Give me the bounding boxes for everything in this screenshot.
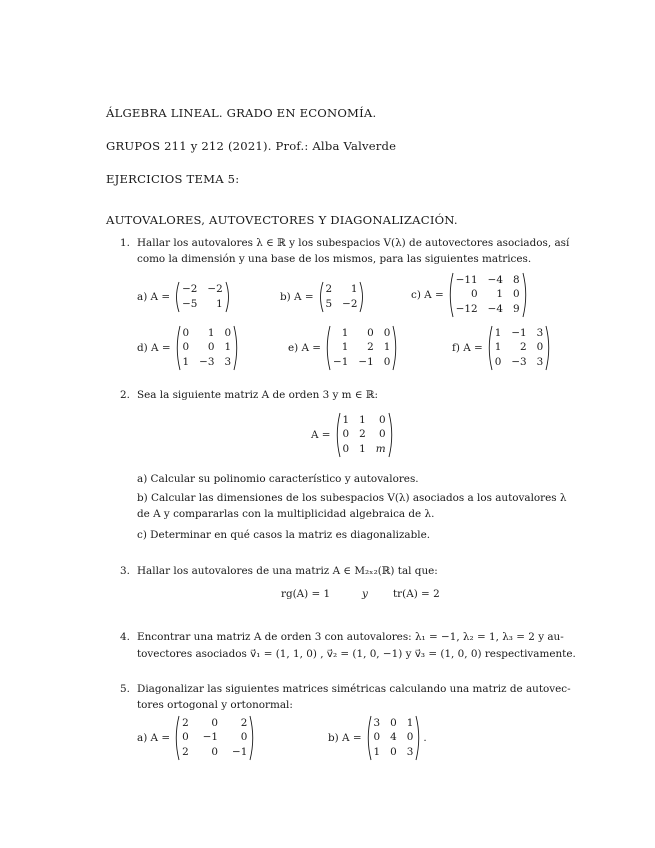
left-paren xyxy=(174,325,181,371)
cell: 0 xyxy=(494,355,502,368)
matrix-2-cells xyxy=(343,414,386,457)
left-paren xyxy=(173,281,180,313)
right-paren xyxy=(233,325,240,371)
cell: 1 xyxy=(207,326,215,339)
cell: −5 xyxy=(182,297,198,310)
matrix-label: A = xyxy=(311,429,331,441)
matrix-1f xyxy=(452,325,552,371)
cell: 0 xyxy=(379,413,386,426)
right-paren xyxy=(392,325,399,371)
course-groups: GRUPOS 211 y 212 (2021). Prof.: Alba Valverde xyxy=(106,139,397,153)
cell: 0 xyxy=(471,288,478,301)
cell: 1 xyxy=(494,326,502,339)
matrix-5a xyxy=(137,715,256,761)
cell: −1 xyxy=(511,326,527,339)
cell: −12 xyxy=(455,302,478,315)
cell: 0 xyxy=(512,288,520,301)
cell: −4 xyxy=(487,302,503,315)
cell: 0 xyxy=(182,731,189,744)
cell: 0 xyxy=(383,326,391,339)
cell: 1 xyxy=(342,413,350,426)
cell: 0 xyxy=(367,326,374,339)
cell: 0 xyxy=(383,355,391,368)
section-title: AUTOVALORES, AUTOVECTORES Y DIAGONALIZACIÓN. xyxy=(106,213,458,227)
matrix-label: f) A = xyxy=(452,342,483,354)
right-paren xyxy=(522,272,529,318)
matrix-label: b) A = xyxy=(328,732,362,744)
cell: 0 xyxy=(207,341,215,354)
matrix-1e-cells xyxy=(333,327,390,370)
cell: 0 xyxy=(379,428,386,441)
cell: 3 xyxy=(406,745,414,758)
exercise-3-number: 3. xyxy=(120,565,130,577)
matrix-label: a) A = xyxy=(137,732,171,744)
exercise-1-number: 1. xyxy=(120,237,130,249)
matrix-1e xyxy=(288,325,399,371)
cell: −2 xyxy=(207,283,223,295)
cell: 0 xyxy=(240,731,248,744)
matrix-1c-cells xyxy=(456,274,520,317)
cell: 1 xyxy=(224,341,232,354)
cell: 5 xyxy=(325,297,333,310)
left-paren xyxy=(173,715,180,761)
condition-rank: rg(A) = 1 xyxy=(281,588,331,600)
matrix-1c xyxy=(411,272,529,318)
cell: 1 xyxy=(341,341,349,354)
cell: 2 xyxy=(240,716,248,729)
cell: 0 xyxy=(211,716,219,729)
cell: −11 xyxy=(455,273,478,286)
matrix-1b xyxy=(280,281,366,313)
exercise-4-text-line2: tovectores asociados v⃗₁ = (1, 1, 0) , v⃗₂ = (1, 0, −1) y v⃗₃ = (1, 0, 0) respectivamente. xyxy=(137,648,576,660)
cell: 2 xyxy=(520,341,527,354)
matrix-label: b) A = xyxy=(280,291,314,303)
cell: 3 xyxy=(536,326,544,339)
matrix-label: e) A = xyxy=(288,342,322,354)
cell: 0 xyxy=(342,442,350,455)
exercise-5-text-line1: Diagonalizar las siguientes matrices simétricas calculando una matriz de autovec- xyxy=(137,683,571,695)
cell: 0 xyxy=(224,326,232,339)
left-paren xyxy=(317,281,324,313)
cell: −1 xyxy=(202,731,219,744)
cell: 0 xyxy=(373,731,381,744)
cell: −4 xyxy=(487,273,503,286)
matrix-1f-cells xyxy=(495,327,544,370)
cell: 4 xyxy=(390,731,397,744)
cell: 1 xyxy=(383,341,391,354)
exercise-2a: a) Calcular su polinomio característico y autovalores. xyxy=(137,473,419,485)
cell: 0 xyxy=(406,731,414,744)
cell: −3 xyxy=(199,355,215,368)
cell: −2 xyxy=(182,283,198,295)
matrix-label: a) A = xyxy=(137,291,171,303)
exercise-2-text: Sea la siguiente matriz A de orden 3 y m ∈ ℝ: xyxy=(137,389,378,401)
matrix-5b xyxy=(328,715,427,761)
exercise-2-number: 2. xyxy=(120,389,130,401)
exercise-1-text-line1: Hallar los autovalores λ ∈ ℝ y los subespacios V(λ) de autovectores asociados, así xyxy=(137,237,570,249)
cell: 0 xyxy=(342,428,350,441)
cell: 1 xyxy=(359,413,366,426)
cell: 1 xyxy=(494,341,502,354)
cell: 2 xyxy=(359,428,366,441)
cell: 0 xyxy=(211,745,219,758)
left-paren xyxy=(447,272,454,318)
left-paren xyxy=(334,412,341,458)
left-paren xyxy=(486,325,493,371)
matrix-1a xyxy=(137,281,232,313)
matrix-5a-cells xyxy=(182,717,247,760)
matrix-2 xyxy=(311,412,395,458)
exercise-2b-line1: b) Calcular las dimensiones de los subespacios V(λ) asociados a los autovalores λ xyxy=(137,492,567,504)
right-paren xyxy=(388,412,395,458)
condition-and: y xyxy=(362,588,368,600)
cell: 0 xyxy=(390,716,397,729)
cell: −1 xyxy=(232,745,248,758)
right-paren xyxy=(225,281,232,313)
cell: 8 xyxy=(512,273,520,286)
right-paren xyxy=(415,715,422,761)
matrix-1d-cells xyxy=(183,327,232,370)
left-paren xyxy=(365,715,372,761)
exercise-2c: c) Determinar en qué casos la matriz es diagonalizable. xyxy=(137,529,431,541)
cell: 1 xyxy=(496,288,503,301)
cell: 2 xyxy=(367,341,374,354)
course-title: ÁLGEBRA LINEAL. GRADO EN ECONOMÍA. xyxy=(106,106,377,120)
exercise-5-number: 5. xyxy=(120,683,130,695)
right-paren xyxy=(249,715,256,761)
cell: 2 xyxy=(325,283,333,295)
exercise-3-text: Hallar los autovalores de una matriz A ∈ M₂ₓ₂(ℝ) tal que: xyxy=(137,565,438,577)
matrix-1d xyxy=(137,325,240,371)
right-paren xyxy=(359,281,366,313)
right-paren xyxy=(545,325,552,371)
exercise-2b-line2: de A y compararlas con la multiplicidad algebraica de λ. xyxy=(137,508,435,520)
exercise-1-text-line2: como la dimensión y una base de los mismos, para las siguientes matrices. xyxy=(137,253,532,265)
matrix-1a-cells xyxy=(182,283,223,311)
matrix-5b-cells xyxy=(374,717,414,760)
exercise-set-title: EJERCICIOS TEMA 5: xyxy=(106,172,240,186)
exercise-4-number: 4. xyxy=(120,631,130,643)
cell: 3 xyxy=(536,355,544,368)
cell: 0 xyxy=(182,341,190,354)
cell: −2 xyxy=(342,297,358,310)
cell: −1 xyxy=(333,355,349,368)
cell: 3 xyxy=(224,355,232,368)
exercise-5-text-line2: tores ortogonal y ortonormal: xyxy=(137,699,293,711)
cell: −1 xyxy=(358,355,374,368)
cell: 1 xyxy=(216,297,223,310)
cell: 1 xyxy=(350,283,358,295)
matrix-1b-cells xyxy=(326,283,358,311)
matrix-label: c) A = xyxy=(411,289,444,301)
cell: 0 xyxy=(390,745,397,758)
cell: 2 xyxy=(182,716,189,729)
matrix-label: d) A = xyxy=(137,342,171,354)
cell: −3 xyxy=(511,355,527,368)
cell: 9 xyxy=(512,302,520,315)
condition-trace: tr(A) = 2 xyxy=(393,588,440,600)
cell: 1 xyxy=(182,355,190,368)
cell: 3 xyxy=(373,716,381,729)
cell: 0 xyxy=(536,341,544,354)
cell: 2 xyxy=(182,745,189,758)
left-paren xyxy=(324,325,331,371)
cell: 1 xyxy=(406,716,414,729)
trailing-period: . xyxy=(423,732,427,744)
cell: 1 xyxy=(373,745,381,758)
exercise-4-text-line1: Encontrar una matriz A de orden 3 con autovalores: λ₁ = −1, λ₂ = 1, λ₃ = 2 y au- xyxy=(137,631,564,643)
cell: 0 xyxy=(182,326,190,339)
cell: m xyxy=(375,442,386,455)
cell: 1 xyxy=(341,326,349,339)
cell: 1 xyxy=(359,442,366,455)
